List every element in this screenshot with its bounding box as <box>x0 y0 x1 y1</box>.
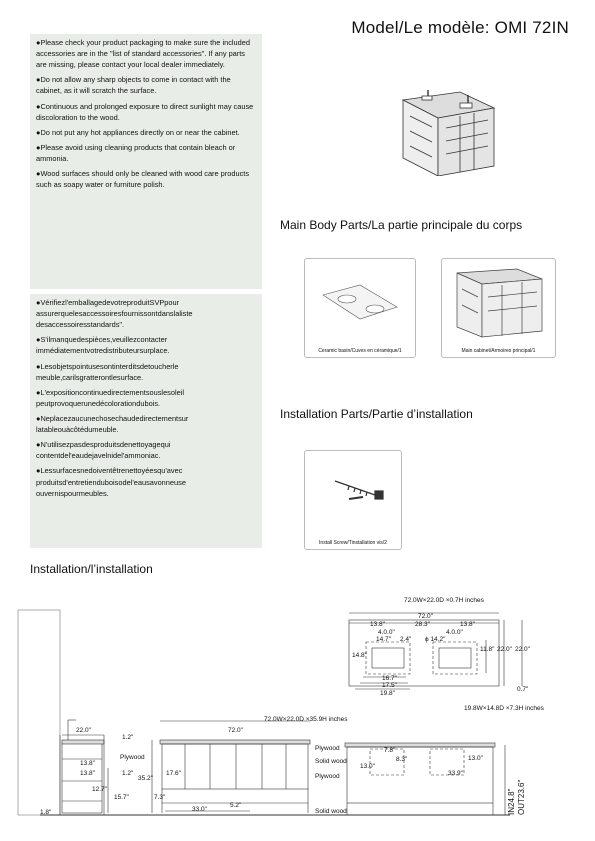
wall-ruler <box>18 610 60 815</box>
cabinet-card <box>441 258 556 358</box>
dim-label: 33.0" <box>192 806 207 813</box>
dim-label: 17.5" <box>382 682 397 689</box>
dim-label: 33.9" <box>448 770 463 777</box>
care-note: ●N'utilisezpasdesproduitsdenettoyagequi contentdel'eaudejavelnidel'ammoniac. <box>36 440 171 461</box>
care-note: ●Continuous and prolonged exposure to direct sunlight may cause discoloration to the wood. <box>36 101 254 122</box>
material-label: Solid wood <box>315 758 347 765</box>
care-note: ●Lesobjetspointusesontinterditsdetoucherle meuble,carilsgratterontlesurface. <box>36 361 179 382</box>
dim-label: 1.8" <box>40 809 52 816</box>
dim-label: 13.8" <box>370 621 385 628</box>
care-note: ●Do not put any hot appliances directly on or near the cabinet. <box>36 127 240 137</box>
dim-label: IN24.8" <box>507 788 516 815</box>
dim-label: 72.0" <box>228 727 243 734</box>
right-countertop <box>345 743 495 747</box>
care-note: ●Neplacezaucunechosechaudedirectementsur latableouàcôtédumeuble. <box>36 413 189 435</box>
install-screw-image <box>305 451 401 531</box>
care-note: ●Lessurfacesnedoiventêtrenettoyéesqu'avec produitsd'entretienduboisodel'eausavonneuse ouvernispourmeubles. <box>36 466 186 498</box>
care-note: ●L'expositioncontinuedirectementsouslesoleil peutprovoquerunedécolorationdubois. <box>36 387 185 408</box>
dim-label: 14.8" <box>352 652 367 659</box>
dim-label: 22.0" <box>497 646 512 653</box>
dim-label: 72.0" <box>418 613 433 620</box>
main-body-heading: Main Body Parts/La partie principale du corps <box>280 218 523 232</box>
dim-label: 0.7" <box>517 686 529 693</box>
dim-label: 22.0" <box>515 646 530 653</box>
material-label: Plywood <box>315 773 340 780</box>
care-note: ●Vérifiezl'emballagedevotreproduitSVPpour assurerquelesaccessoiresfournissontdanslaliste desaccessoiresstandards". <box>36 298 193 330</box>
screw-card <box>304 450 402 550</box>
screw-caption: Install Screw/Tinstallation vis/2 <box>319 540 387 546</box>
care-note: ●Please check your product packaging to make sure the included accessories are in the "list of standard accessories". If any parts are missing, please contact your local dealer immediately. <box>36 38 250 70</box>
dim-label: 7.8" <box>384 747 396 754</box>
care-note: ●Please avoid using cleaning products that contain bleach or ammonia. <box>36 142 236 163</box>
material-label: Solid wood <box>315 808 347 815</box>
countertop-top-view <box>349 620 499 686</box>
dim-label: Plywood <box>120 754 145 761</box>
dim-label: 14.7" <box>376 636 391 643</box>
basin-card <box>304 258 416 358</box>
dim-label: OUT23.6" <box>517 779 526 815</box>
dim-label: 2.4" <box>400 636 412 643</box>
dim-label: 35.2" <box>138 775 153 782</box>
dim-label: 5.2" <box>230 802 242 809</box>
care-notes-fr <box>30 294 262 548</box>
material-label: Plywood <box>315 745 340 752</box>
dim-label: 11.8" <box>480 646 495 653</box>
dim-label: 1.2" <box>122 770 134 777</box>
dim-label: 8.3" <box>396 756 408 763</box>
care-notes-en <box>30 34 262 289</box>
dim-label: 16.7" <box>382 675 397 682</box>
dimension-drawings <box>0 585 595 841</box>
dim-label: 72.0W×22.0D ×35.9H inches <box>264 716 348 723</box>
front-countertop <box>160 740 310 744</box>
care-note: ●Wood surfaces should only be cleaned with wood care products such as soapy water or furniture polish. <box>36 169 250 190</box>
dim-label: 17.6" <box>166 770 181 777</box>
dim-label: 7.3" <box>154 794 166 801</box>
installation-heading: Installation/l’installation <box>30 562 153 576</box>
dim-label: 13.8" <box>80 770 95 777</box>
dim-label: 13.0" <box>468 755 483 762</box>
main-cabinet-image <box>442 259 555 344</box>
dim-label: 1.2" <box>122 734 134 741</box>
dim-label: 28.3" <box>415 621 430 628</box>
dim-label: 4.0.0" <box>378 629 395 636</box>
page-title: Model/Le modèle: OMI 72IN <box>351 18 569 37</box>
basin-caption: Ceramic basin/Cuves en céramique/1 <box>318 348 402 354</box>
dim-label: 15.7" <box>114 794 129 801</box>
care-note: ●Do not allow any sharp objects to come in contact with the cabinet, as it will scratch the surface. <box>36 75 231 96</box>
dim-label: 19.8" <box>380 690 395 697</box>
dim-label: 13.8" <box>80 760 95 767</box>
dim-label: 4.0.0" <box>446 629 463 636</box>
vanity-illustration <box>398 86 498 176</box>
dim-label: 13.8" <box>460 621 475 628</box>
dim-label: 19.8W×14.8D ×7.3H inches <box>464 705 544 712</box>
care-note: ●S'ilmanquedespièces,veuillezcontacter immédiatementvotredistributeursurplace. <box>36 335 170 356</box>
install-parts-heading: Installation Parts/Partie d’installation <box>280 407 473 421</box>
dim-label: 12.7" <box>92 786 107 793</box>
ceramic-basin-image <box>305 259 415 344</box>
dim-label: 72.0W×22.0D ×0.7H inches <box>404 597 484 604</box>
dim-label: 13.0" <box>360 763 375 770</box>
dim-label: ϕ 14.2" <box>425 636 446 643</box>
dim-label: 22.0" <box>76 727 91 734</box>
cabinet-caption: Main cabinet/Armoires principal/1 <box>461 348 536 354</box>
